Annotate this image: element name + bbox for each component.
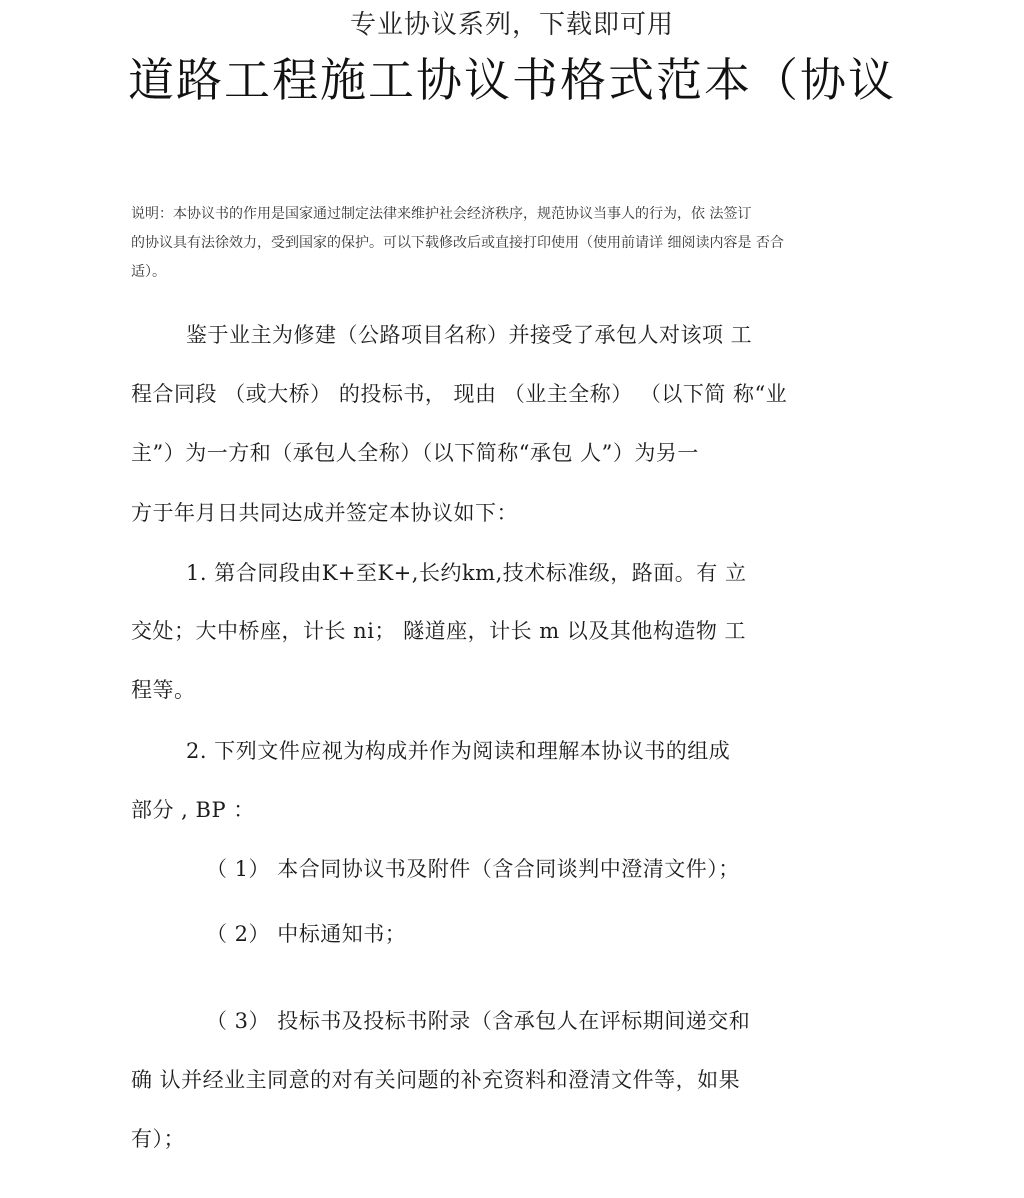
clause-line: 交处；大中桥座，计长 ni； 隧道座，计长 m 以及其他构造物 工 (131, 619, 747, 643)
paragraph-line: 鉴于业主为修建（公路项目名称）并接受了承包人对该项 工 (186, 323, 753, 347)
usage-note (131, 200, 921, 287)
paragraph-line: 主”）为一方和（承包人全称）（以下简称“承包 人”）为另一 (131, 441, 699, 465)
usage-note-line: 的协议具有法徐效力，受到国家的保护。可以下载修改后或直接打印使用（使用前请详 细阅读内容是 否合 (131, 235, 784, 251)
document-subtitle: 专业协议系列，下载即可用 (349, 10, 674, 40)
usage-note-line: 说明：本协议书的作用是国家通过制定法律来维护社会经济秩序，规范协议当事人的行为，依 法签订 (131, 206, 752, 222)
clause-line: 部分 , BP ： (131, 798, 255, 822)
clause-line: 1. 第合同段由K+至K+,长约km,技术标准级，路面。有 立 (186, 561, 747, 585)
clause-line: 程等。 (131, 678, 196, 702)
list-item-continuation: 确 认并经业主同意的对有关问题的补充资料和澄清文件等，如果 (131, 1068, 741, 1092)
paragraph-line: 程合同段 （或大桥） 的投标书， 现由 （业主全称） （以下简 称“业 (131, 382, 788, 406)
list-item: （ 2） 中标通知书； (206, 922, 407, 946)
paragraph-line: 方于年月日共同达成并签定本协议如下： (131, 501, 518, 525)
list-item-continuation: 有）； (131, 1127, 185, 1151)
list-item: （ 3） 投标书及投标书附录（含承包人在评标期间递交和 (206, 1009, 751, 1033)
clause-line: 2. 下列文件应视为构成并作为阅读和理解本协议书的组成 (186, 739, 731, 763)
list-item: （ 1） 本合同协议书及附件（含合同谈判中澄清文件）； (206, 857, 740, 881)
usage-note-line: 适）。 (131, 264, 166, 280)
document-title: 道路工程施工协议书格式范本（协议 (128, 53, 896, 107)
